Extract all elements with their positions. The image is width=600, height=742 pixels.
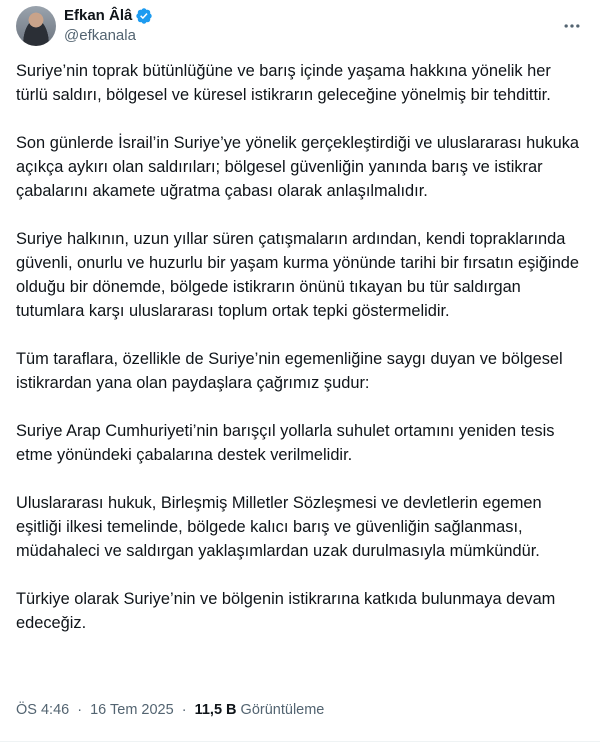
tweet-time[interactable]: ÖS 4:46 [16,702,70,718]
display-name[interactable]: Efkan Âlâ [64,7,133,24]
meta-separator: · [181,702,187,718]
display-name-row [64,6,153,26]
meta-separator: · [77,702,83,718]
tweet-paragraph: Suriye’nin toprak bütünlüğüne ve barış içinde yaşama hakkına yönelik her türlü saldırı, bölgesel ve küresel istikrarın geleceğine yönelmiş bir tehdittir. [16,62,551,104]
verified-badge-icon [135,7,153,25]
tweet-paragraph: Türkiye olarak Suriye’nin ve bölgenin istikrarına katkıda bulunmaya devam edeceğiz. [16,590,556,632]
tweet-paragraph: Suriye halkının, uzun yıllar süren çatışmaların ardından, kendi topraklarında güvenli, onurlu ve huzurlu bir yaşam kurma yönünde tarihi bir fırsatın eşiğinde olduğu bir dönemde, bölgede istikrarın önünü tıkayan bu tür saldırgan tutumlara karşı uluslararası toplum ortak tepki göstermelidir. [16,230,580,320]
views-count[interactable]: 11,5 B [194,702,237,718]
avatar[interactable] [16,6,56,46]
author-handle[interactable]: @efkanala [64,27,136,44]
author-names [64,6,153,46]
tweet-paragraph: Tüm taraflara, özellikle de Suriye’nin egemenliğine saygı duyan ve bölgesel istikrardan yana olan paydaşlara çağrımız şudur: [16,350,563,392]
tweet-paragraph: Suriye Arap Cumhuriyeti’nin barışçıl yollarla suhulet ortamını yeniden tesis etme yönündeki çabalarına destek verilmelidir. [16,422,555,464]
more-options-icon[interactable] [560,14,584,38]
tweet-date[interactable]: 16 Tem 2025 [90,702,174,718]
tweet-paragraph: Son günlerde İsrail’in Suriye’ye yönelik gerçekleştirdiği ve uluslararası hukuka açıkça aykırı olan saldırıları; bölgesel güvenliğin yanında barış ve istikrar çabalarını akamete uğratma çabası olarak anlaşılmalıdır. [16,134,580,200]
more-dots-icon [562,16,582,36]
tweet-paragraph: Uluslararası hukuk, Birleşmiş Milletler Sözleşmesi ve devletlerin egemen eşitliği ilkesi temelinde, bölgede kalıcı barış ve güvenliğin sağlanması, müdahaleci ve saldırgan yaklaşımlardan uzak durulmasıyla mümkündür. [16,494,542,560]
tweet-text [16,59,584,659]
tweet-header [16,6,584,46]
views-label: Görüntüleme [240,702,325,718]
tweet-meta [16,700,324,720]
